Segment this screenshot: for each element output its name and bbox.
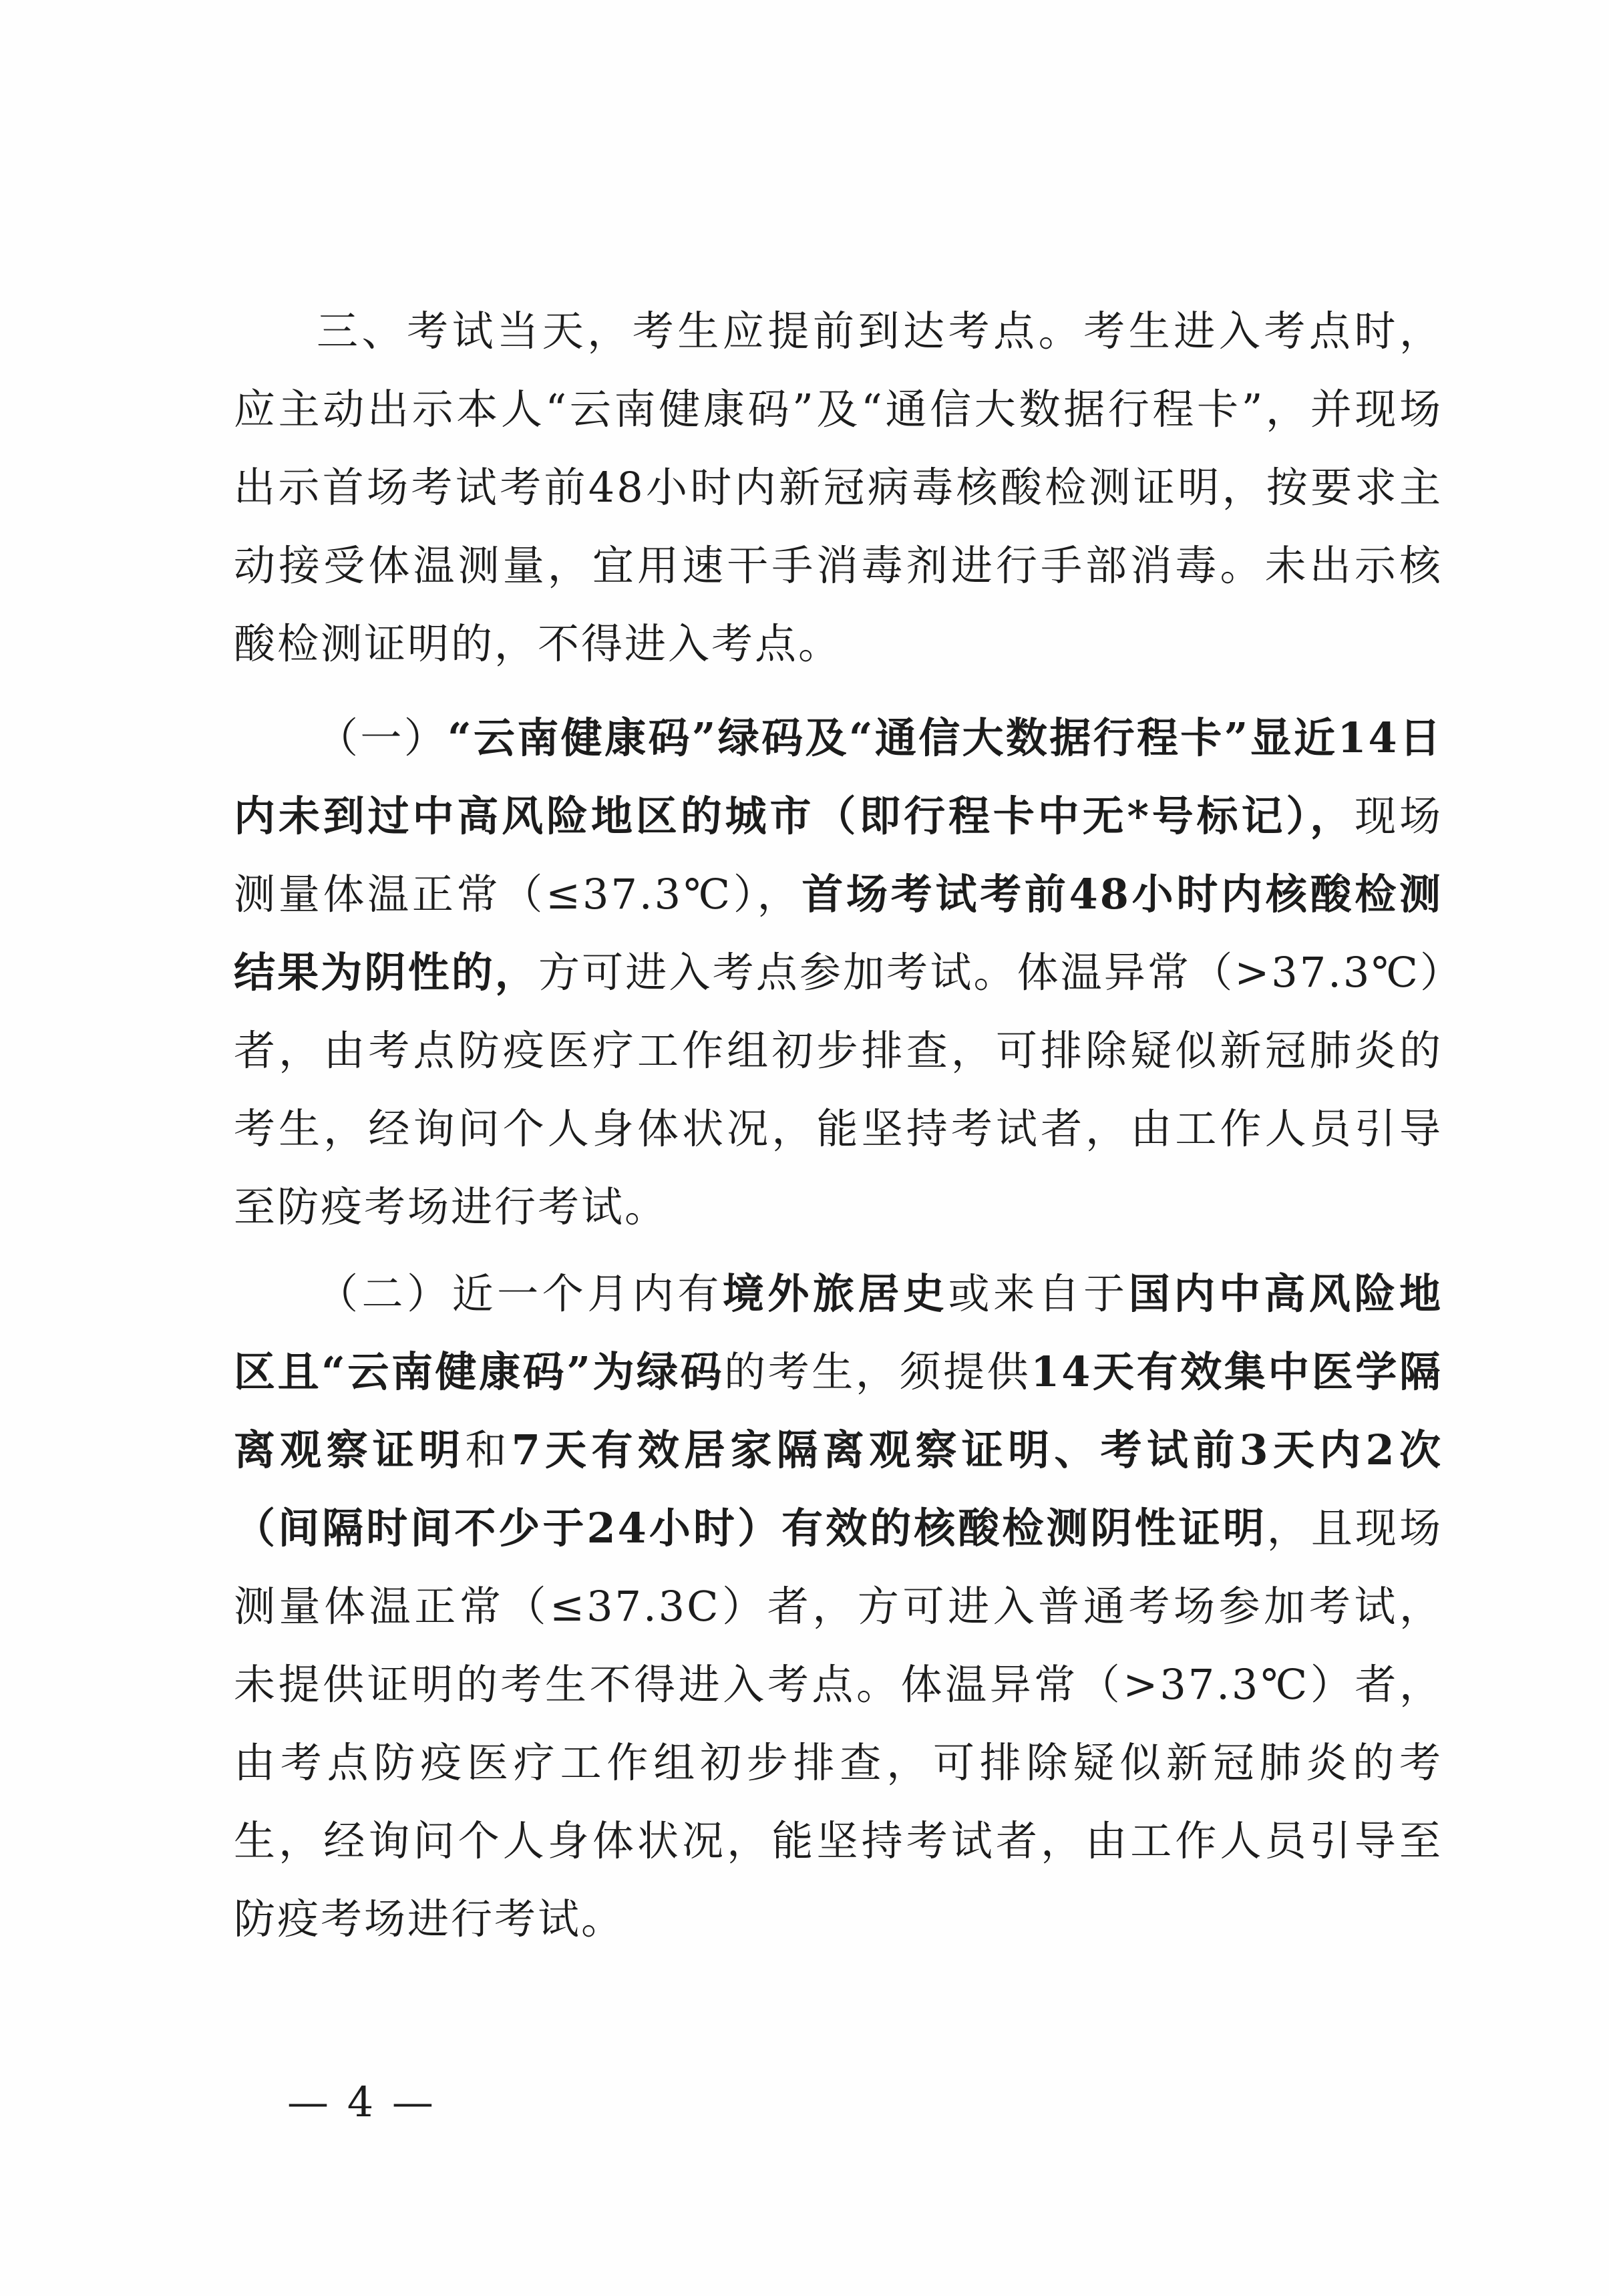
temperature-condition: 现场测量体温正常（≤37.3℃）， xyxy=(234,792,1443,919)
home-isolation-tests: 7天有效居家隔离观察证明、考试前3天内2次（间隔时间不少于24小时）有效的核酸检测阴性证明 xyxy=(234,1426,1443,1552)
nucleic-test-condition: 首场考试考前48小时内核酸检测结果为阴性的， xyxy=(234,870,1443,997)
centralized-isolation: 14天有效集中医学隔离观察证明 xyxy=(234,1347,1443,1474)
green-code-condition: “云南健康码”绿码及“通信大数据行程卡”显近14日内未到过中高风险地区的城市（即行程卡中无*号标记）， xyxy=(234,713,1443,840)
green-code-number: （一） xyxy=(317,713,448,762)
paragraph-high-risk xyxy=(234,1255,1443,1958)
overseas-history: 境外旅居史 xyxy=(722,1269,948,1318)
domestic-risk-area: 国内中高风险地区且“云南健康码”为绿码 xyxy=(234,1269,1443,1396)
high-risk-or: 或来自于 xyxy=(948,1269,1129,1318)
high-risk-requirement: 的考生，须提供 xyxy=(724,1347,1031,1396)
paragraph-green-code xyxy=(234,699,1443,1246)
high-risk-intro: （二）近一个月内有 xyxy=(317,1269,723,1318)
paragraph-exam-day xyxy=(234,292,1443,683)
high-risk-rest: ，且现场测量体温正常（≤37.3C）者，方可进入普通考场参加考试，未提供证明的考生不得进入考点。体温异常（>37.3℃）者，由考点防疫医疗工作组初步排查，可排除疑似新冠肺炎的考生，经询问个人身体状况，能坚持考试者，由工作人员引导至防疫考场进行考试。 xyxy=(234,1504,1443,1943)
high-risk-and: 和 xyxy=(465,1426,512,1474)
page-number: — 4 — xyxy=(287,2078,436,2126)
paragraph-exam-day-text: 三、考试当天，考生应提前到达考点。考生进入考点时，应主动出示本人“云南健康码”及“通信大数据行程卡”，并现场出示首场考试考前48小时内新冠病毒核酸检测证明，按要求主动接受体温测量，宜用速干手消毒剂进行手部消毒。未出示核酸检测证明的，不得进入考点。 xyxy=(234,307,1443,668)
green-code-rest: 方可进入考点参加考试。体温异常（>37.3℃）者，由考点防疫医疗工作组初步排查，可排除疑似新冠肺炎的考生，经询问个人身体状况，能坚持考试者，由工作人员引导至防疫考场进行考试。 xyxy=(234,948,1443,1231)
